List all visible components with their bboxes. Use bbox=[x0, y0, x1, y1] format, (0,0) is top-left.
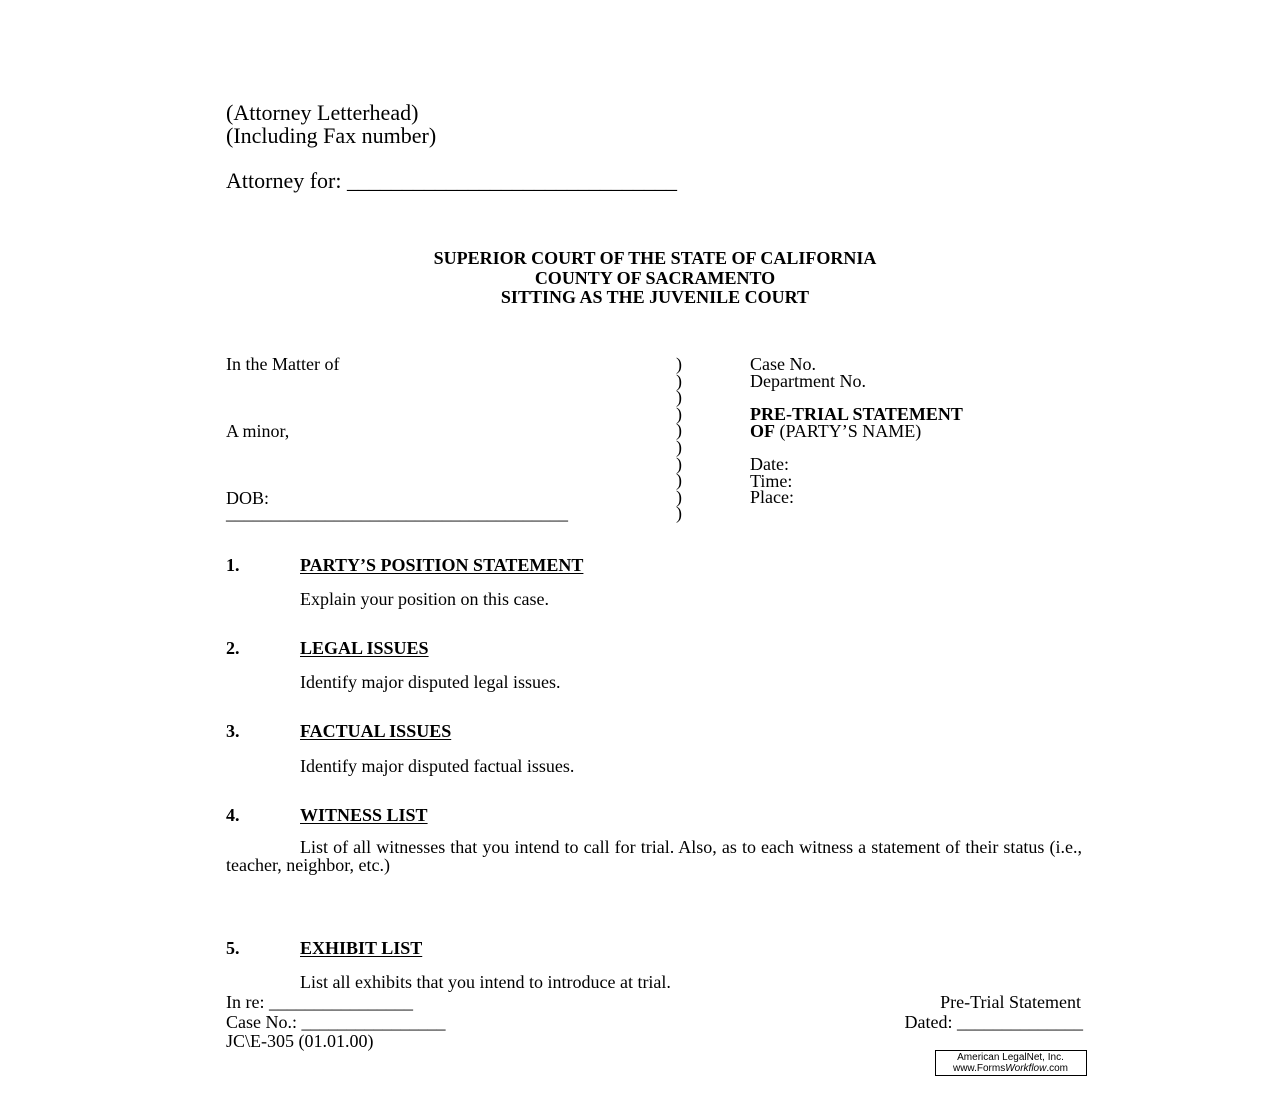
section-instructions: Identify major disputed legal issues. bbox=[300, 672, 561, 692]
in-the-matter-of-label: In the Matter of bbox=[226, 354, 340, 374]
hearing-place-label: Place: bbox=[750, 487, 794, 508]
publisher-name: American LegalNet, Inc. bbox=[957, 1052, 1064, 1063]
section-number: 2. bbox=[226, 638, 240, 658]
section-number: 5. bbox=[226, 938, 240, 958]
section-number: 1. bbox=[226, 555, 240, 575]
caption-paren: ) bbox=[676, 470, 682, 491]
section-title-factual-issues: FACTUAL ISSUES bbox=[300, 721, 452, 741]
caption-underline: ______________________________________ bbox=[226, 503, 568, 523]
a-minor-label: A minor, bbox=[226, 421, 290, 441]
footer-form-id: JC\E-305 (01.01.00) bbox=[226, 1031, 374, 1051]
caption-paren: ) bbox=[676, 503, 682, 524]
section-instructions: Explain your position on this case. bbox=[300, 589, 549, 609]
section-title-exhibit-list: EXHIBIT LIST bbox=[300, 938, 423, 958]
section-title-witness-list: WITNESS LIST bbox=[300, 805, 428, 825]
hearing-time-label: Time: bbox=[750, 470, 793, 491]
footer-document-title: Pre-Trial Statement bbox=[940, 992, 1081, 1012]
caption-paren: ) bbox=[676, 437, 682, 457]
footer-in-re: In re: ________________ bbox=[226, 992, 413, 1012]
court-county: COUNTY OF SACRAMENTO bbox=[534, 267, 776, 288]
caption-paren: ) bbox=[676, 453, 682, 474]
party-name-placeholder: (PARTY’S NAME) bbox=[779, 420, 922, 441]
section-title-legal-issues: LEGAL ISSUES bbox=[300, 638, 429, 658]
document-title-of: OF bbox=[750, 420, 775, 441]
publisher-badge bbox=[935, 1050, 1087, 1076]
caption-paren: ) bbox=[676, 486, 682, 507]
dob-label: DOB: bbox=[226, 488, 270, 508]
section-number: 4. bbox=[226, 805, 240, 825]
letterhead-line-2: (Including Fax number) bbox=[226, 123, 437, 148]
caption-paren: ) bbox=[676, 354, 682, 374]
caption-paren: ) bbox=[676, 420, 682, 441]
footer-case-no: Case No.: ________________ bbox=[226, 1012, 446, 1032]
publisher-url: www.FormsWorkflow.com bbox=[952, 1063, 1069, 1074]
department-no-label: Department No. bbox=[750, 370, 866, 391]
document-title: PRE-TRIAL STATEMENT bbox=[750, 404, 963, 424]
document-title-party bbox=[750, 420, 922, 441]
caption-paren: ) bbox=[676, 387, 682, 408]
caption-paren: ) bbox=[676, 370, 682, 391]
caption-paren: ) bbox=[676, 403, 682, 424]
section-instructions: List of all witnesses that you intend to call for trial. Also, as to each witness a statement of their status (i.e., teacher, neighbor, etc.) bbox=[226, 837, 1082, 875]
footer-dated: Dated: ______________ bbox=[904, 1012, 1083, 1032]
court-name: SUPERIOR COURT OF THE STATE OF CALIFORNIA bbox=[433, 248, 877, 268]
section-instructions: Identify major disputed factual issues. bbox=[300, 756, 575, 776]
court-division: SITTING AS THE JUVENILE COURT bbox=[500, 287, 810, 307]
case-no-label: Case No. bbox=[750, 354, 816, 374]
attorney-for-line: Attorney for: ______________________________ bbox=[226, 168, 677, 193]
letterhead-line-1: (Attorney Letterhead) bbox=[226, 100, 419, 125]
hearing-date-label: Date: bbox=[750, 454, 789, 474]
section-instructions: List all exhibits that you intend to introduce at trial. bbox=[300, 972, 671, 992]
section-number: 3. bbox=[226, 721, 240, 741]
section-title-position-statement: PARTY’S POSITION STATEMENT bbox=[300, 555, 584, 575]
